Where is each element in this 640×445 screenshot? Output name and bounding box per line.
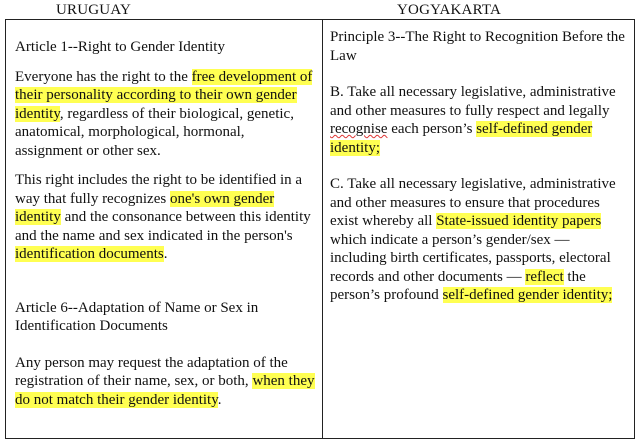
highlighted-text: when they do not match their gender identity xyxy=(15,373,315,408)
text-run: Everyone has the right to the xyxy=(15,68,192,85)
principle-3-title: Principle 3--The Right to Recognition Before the Law xyxy=(330,29,625,64)
text-run: . xyxy=(163,246,168,262)
text-run: each person’s xyxy=(387,121,477,137)
article-6-title: Article 6--Adaptation of Name or Sex in Identification Documents xyxy=(15,299,259,334)
text-run: B. Take all necessary legislative, administrative and other measures to fully respect and legally xyxy=(330,84,616,119)
highlighted-text: self-defined gender identity; xyxy=(442,287,613,303)
article-6-paragraph xyxy=(15,354,315,410)
highlighted-text: free development of their personality according to their own gender identity xyxy=(15,68,313,122)
principle-3-paragraph-c xyxy=(330,175,628,305)
highlighted-text: reflect xyxy=(525,268,564,285)
article-1-paragraph-1 xyxy=(15,68,315,161)
text-run: and the consonance between this identity and the name and sex indicated in the person's xyxy=(15,209,311,244)
text-run: C. Take all necessary legislative, administrative and other measures to ensure that procedures exist whereby all xyxy=(330,176,616,229)
text-run: Any person may request the adaptation of the registration of their name, sex, or both, xyxy=(15,354,288,389)
highlighted-text: State-issued identity papers xyxy=(436,213,602,229)
highlighted-text: self-defined gender identity; xyxy=(330,121,593,156)
highlighted-text: identification documents xyxy=(15,246,164,262)
spellcheck-flagged-word: recognise xyxy=(330,121,388,137)
highlighted-text: one's own gender identity xyxy=(15,190,275,225)
text-run: the person’s profound xyxy=(330,268,586,303)
article-1-title: Article 1--Right to Gender Identity xyxy=(15,39,225,55)
comparison-table xyxy=(5,19,635,439)
uruguay-column xyxy=(15,20,315,409)
column-header-yogyakarta: YOGYAKARTA xyxy=(397,2,502,18)
column-header-uruguay: URUGUAY xyxy=(56,2,132,18)
yogyakarta-column xyxy=(330,20,628,305)
principle-3-paragraph-b xyxy=(330,83,628,157)
text-run: which indicate a person’s gender/sex — including birth certificates, passports, electoral records and other documents — xyxy=(330,231,611,285)
text-run: , regardless of their biological, genetic, anatomical, morphological, hormonal, assignment or other sex. xyxy=(15,105,294,159)
text-run: . xyxy=(217,391,222,408)
article-1-paragraph-2 xyxy=(15,171,315,264)
column-divider xyxy=(322,20,323,438)
text-run: This right includes the right to be identified in a way that fully recognizes xyxy=(15,172,303,207)
